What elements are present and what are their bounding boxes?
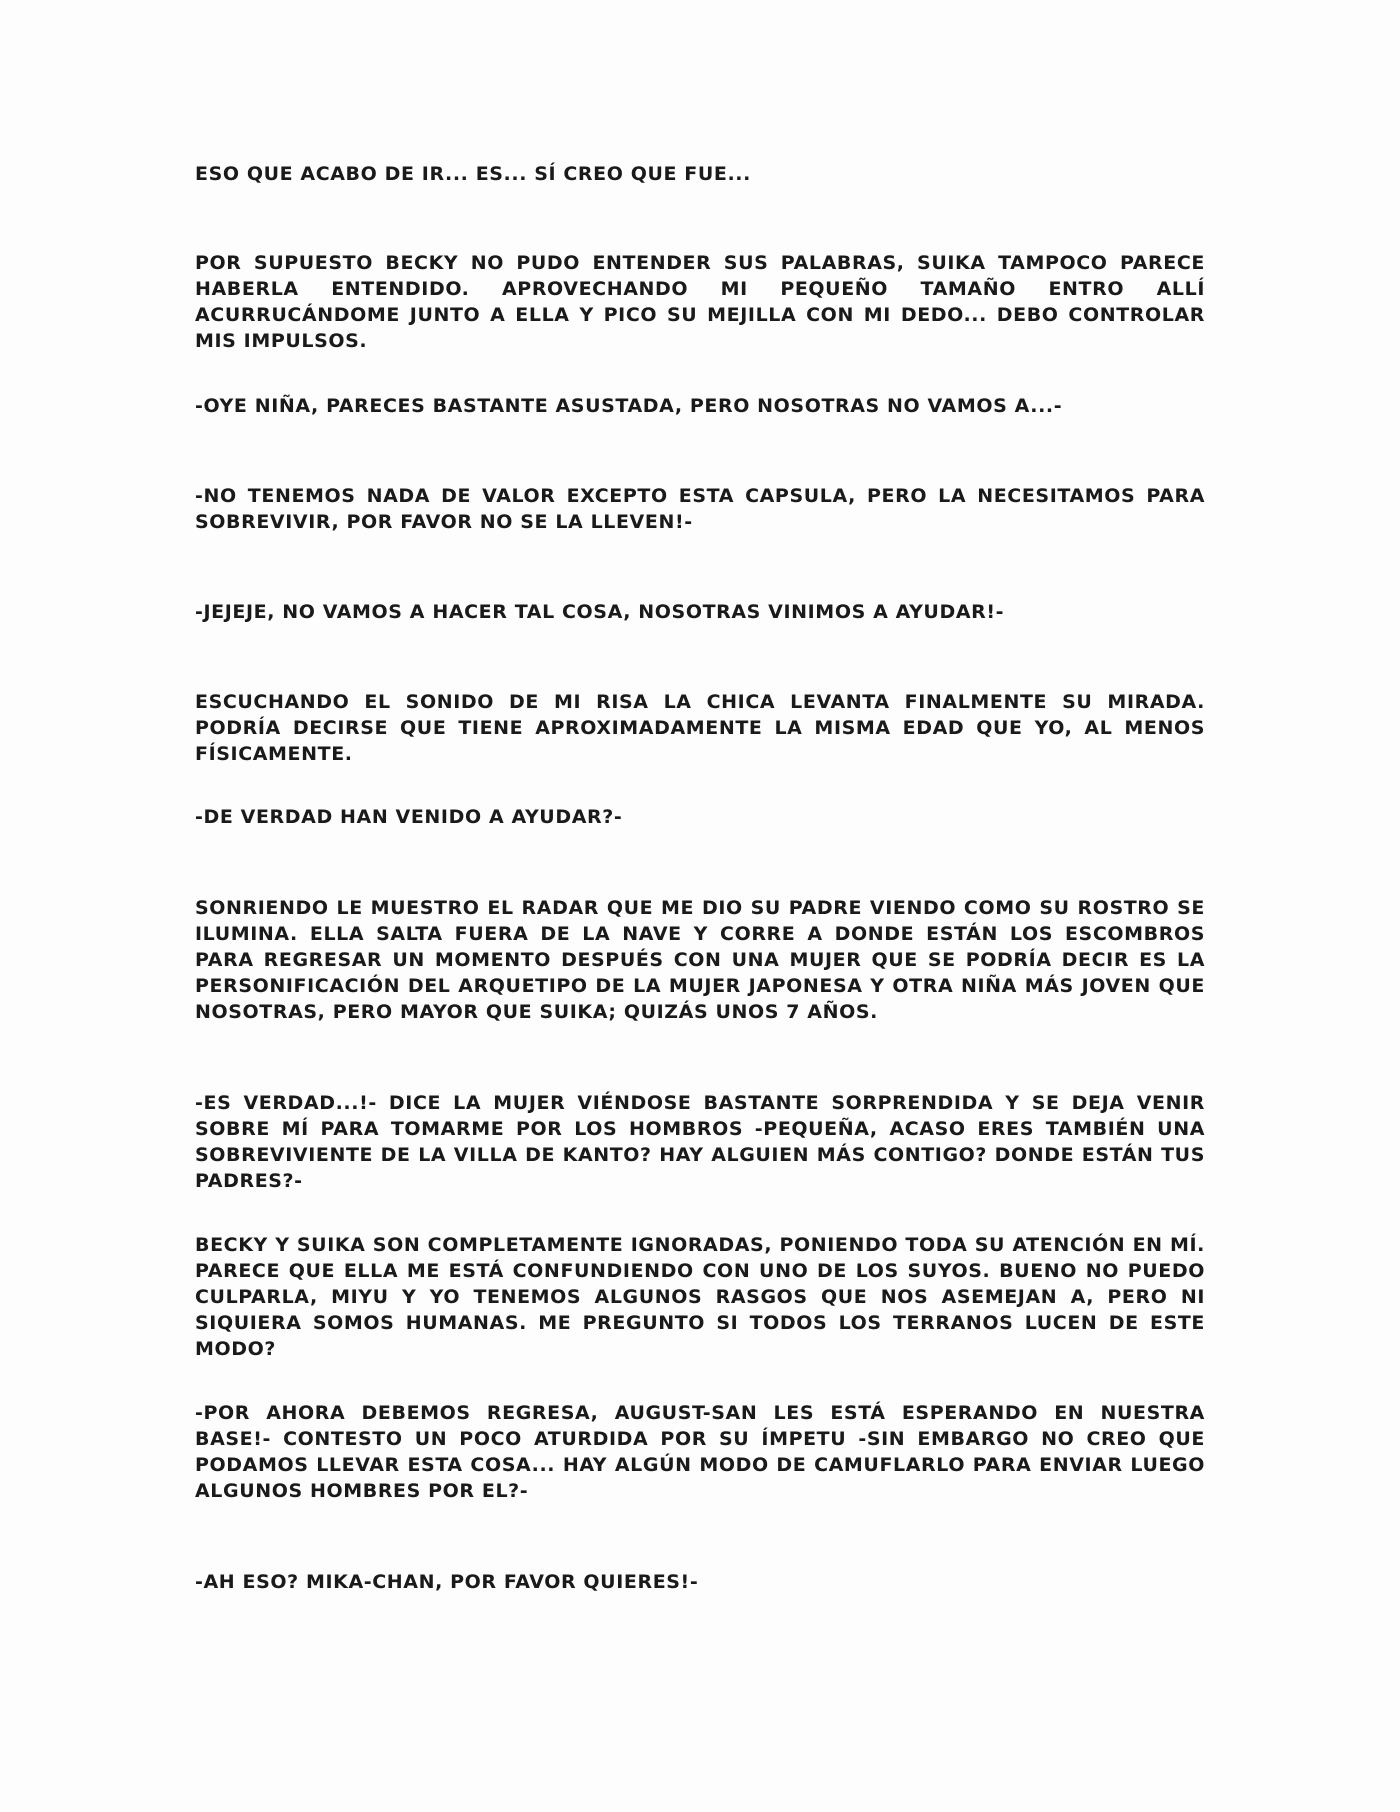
paragraph-9: -ES VERDAD...!- DICE LA MUJER VIÉNDOSE BASTANTE SORPRENDIDA Y SE DEJA VENIR SOBRE MÍ PARA TOMARME POR LOS HOMBROS -PEQUEÑA, ACASO ERES TAMBIÉN UNA SOBREVIVIENTE DE LA VILLA DE KANTO? HAY ALGUIEN MÁS CONTIGO? DONDE ESTÁN TUS PADRES?- <box>195 1092 1205 1192</box>
paragraph-6: ESCUCHANDO EL SONIDO DE MI RISA LA CHICA LEVANTA FINALMENTE SU MIRADA. PODRÍA DECIRSE QUE TIENE APROXIMADAMENTE LA MISMA EDAD QUE YO, AL MENOS FÍSICAMENTE. <box>195 691 1205 765</box>
paragraph-12: -AH ESO? MIKA-CHAN, POR FAVOR QUIERES!- <box>195 1571 699 1593</box>
paragraph-8: SONRIENDO LE MUESTRO EL RADAR QUE ME DIO SU PADRE VIENDO COMO SU ROSTRO SE ILUMINA. ELLA SALTA FUERA DE LA NAVE Y CORRE A DONDE ESTÁN LOS ESCOMBROS PARA REGRESAR UN MOMENTO DESPUÉS CON UNA MUJER QUE SE PODRÍA DECIR ES LA PERSONIFICACIÓN DEL ARQUETIPO DE LA MUJER JAPONESA Y OTRA NIÑA MÁS JOVEN QUE NOSOTRAS, PERO MAYOR QUE SUIKA; QUIZÁS UNOS 7 AÑOS. <box>195 897 1205 1023</box>
paragraph-5: -JEJEJE, NO VAMOS A HACER TAL COSA, NOSOTRAS VINIMOS A AYUDAR!- <box>195 601 1005 623</box>
paragraph-11: -POR AHORA DEBEMOS REGRESA, AUGUST-SAN LES ESTÁ ESPERANDO EN NUESTRA BASE!- CONTESTO UN POCO ATURDIDA POR SU ÍMPETU -SIN EMBARGO NO CREO QUE PODAMOS LLEVAR ESTA COSA... HAY ALGÚN MODO DE CAMUFLARLO PARA ENVIAR LUEGO ALGUNOS HOMBRES POR EL?- <box>195 1402 1205 1502</box>
paragraph-4: -NO TENEMOS NADA DE VALOR EXCEPTO ESTA CAPSULA, PERO LA NECESITAMOS PARA SOBREVIVIR, POR FAVOR NO SE LA LLEVEN!- <box>195 485 1205 533</box>
paragraph-10: BECKY Y SUIKA SON COMPLETAMENTE IGNORADAS, PONIENDO TODA SU ATENCIÓN EN MÍ. PARECE QUE ELLA ME ESTÁ CONFUNDIENDO CON UNO DE LOS SUYOS. BUENO NO PUEDO CULPARLA, MIYU Y YO TENEMOS ALGUNOS RASGOS QUE NOS ASEMEJAN A, PERO NI SIQUIERA SOMOS HUMANAS. ME PREGUNTO SI TODOS LOS TERRANOS LUCEN DE ESTE MODO? <box>195 1234 1205 1360</box>
paragraph-1: ESO QUE ACABO DE IR... ES... SÍ CREO QUE FUE... <box>195 163 751 185</box>
paragraph-7: -DE VERDAD HAN VENIDO A AYUDAR?- <box>195 806 623 828</box>
paragraph-3: -OYE NIÑA, PARECES BASTANTE ASUSTADA, PERO NOSOTRAS NO VAMOS A...- <box>195 395 1063 417</box>
paragraph-2: POR SUPUESTO BECKY NO PUDO ENTENDER SUS PALABRAS, SUIKA TAMPOCO PARECE HABERLA ENTENDIDO. APROVECHANDO MI PEQUEÑO TAMAÑO ENTRO ALLÍ ACURRUCÁNDOME JUNTO A ELLA Y PICO SU MEJILLA CON MI DEDO... DEBO CONTROLAR MIS IMPULSOS. <box>195 252 1205 352</box>
